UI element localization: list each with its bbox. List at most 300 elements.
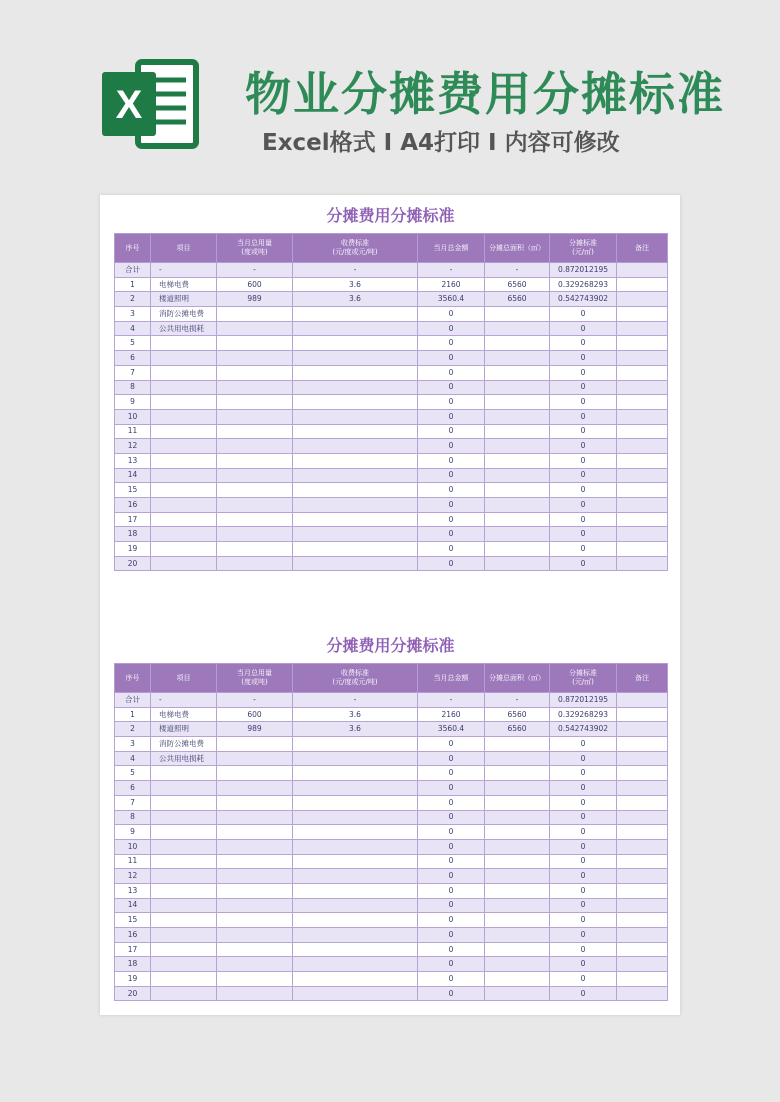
table-cell[interactable]: 17 xyxy=(115,942,151,957)
table-cell[interactable] xyxy=(217,928,293,943)
table-cell[interactable]: 6560 xyxy=(485,722,550,737)
table-cell[interactable]: 0 xyxy=(550,942,617,957)
table-cell[interactable]: 14 xyxy=(115,898,151,913)
table-cell[interactable]: 6560 xyxy=(485,277,550,292)
table-cell[interactable] xyxy=(617,928,668,943)
table-cell[interactable] xyxy=(485,498,550,513)
table-cell[interactable] xyxy=(617,795,668,810)
table-cell[interactable] xyxy=(151,986,217,1001)
table-cell[interactable]: 18 xyxy=(115,957,151,972)
table-cell[interactable] xyxy=(485,365,550,380)
table-cell[interactable] xyxy=(485,453,550,468)
table-cell[interactable]: 0 xyxy=(418,395,485,410)
table-cell[interactable] xyxy=(485,825,550,840)
table-cell[interactable] xyxy=(151,928,217,943)
table-cell[interactable]: 0 xyxy=(418,439,485,454)
table-cell[interactable]: 11 xyxy=(115,424,151,439)
table-cell[interactable] xyxy=(617,351,668,366)
table-cell[interactable]: 0 xyxy=(418,957,485,972)
table-cell[interactable] xyxy=(151,839,217,854)
table-cell[interactable] xyxy=(293,928,418,943)
table-cell[interactable]: 3 xyxy=(115,737,151,752)
table-cell[interactable]: 0 xyxy=(550,854,617,869)
table-cell[interactable]: 0 xyxy=(550,409,617,424)
table-cell[interactable]: 公共用电损耗 xyxy=(151,321,217,336)
table-cell[interactable]: 0 xyxy=(418,483,485,498)
table-cell[interactable]: 0 xyxy=(550,483,617,498)
table-cell[interactable]: 0 xyxy=(418,336,485,351)
table-cell[interactable]: - xyxy=(485,693,550,708)
table-cell[interactable] xyxy=(217,321,293,336)
table-cell[interactable]: 3.6 xyxy=(293,722,418,737)
table-cell[interactable] xyxy=(151,556,217,571)
table-cell[interactable]: 0 xyxy=(418,942,485,957)
table-cell[interactable] xyxy=(617,556,668,571)
table-cell[interactable] xyxy=(217,409,293,424)
table-cell[interactable]: 0 xyxy=(550,321,617,336)
table-cell[interactable] xyxy=(217,351,293,366)
table-cell[interactable] xyxy=(293,556,418,571)
table-cell[interactable] xyxy=(217,942,293,957)
table-cell[interactable] xyxy=(617,292,668,307)
table-cell[interactable] xyxy=(293,307,418,322)
table-cell[interactable] xyxy=(293,898,418,913)
table-cell[interactable]: 0 xyxy=(550,468,617,483)
table-cell[interactable] xyxy=(617,722,668,737)
table-cell[interactable]: - xyxy=(418,263,485,278)
table-cell[interactable]: 16 xyxy=(115,498,151,513)
table-cell[interactable] xyxy=(293,483,418,498)
table-cell[interactable] xyxy=(293,751,418,766)
table-cell[interactable] xyxy=(293,365,418,380)
table-cell[interactable] xyxy=(293,351,418,366)
table-cell[interactable] xyxy=(217,307,293,322)
table-cell[interactable] xyxy=(485,336,550,351)
table-cell[interactable]: 1 xyxy=(115,277,151,292)
table-cell[interactable] xyxy=(485,986,550,1001)
table-cell[interactable] xyxy=(293,439,418,454)
table-cell[interactable] xyxy=(617,483,668,498)
table-cell[interactable] xyxy=(293,380,418,395)
table-cell[interactable]: 0 xyxy=(550,527,617,542)
table-cell[interactable]: 0.329268293 xyxy=(550,277,617,292)
table-cell[interactable] xyxy=(485,795,550,810)
table-cell[interactable]: 6560 xyxy=(485,707,550,722)
table-cell[interactable]: 3.6 xyxy=(293,707,418,722)
table-cell[interactable]: 0 xyxy=(418,468,485,483)
table-cell[interactable] xyxy=(485,483,550,498)
table-cell[interactable]: 0 xyxy=(418,883,485,898)
table-cell[interactable] xyxy=(217,453,293,468)
table-cell[interactable] xyxy=(293,512,418,527)
table-cell[interactable]: 0.872012195 xyxy=(550,263,617,278)
table-cell[interactable]: 10 xyxy=(115,839,151,854)
table-cell[interactable] xyxy=(217,527,293,542)
table-cell[interactable] xyxy=(485,395,550,410)
table-cell[interactable]: 0 xyxy=(418,498,485,513)
table-cell[interactable] xyxy=(293,795,418,810)
table-cell[interactable] xyxy=(293,913,418,928)
table-cell[interactable]: 0 xyxy=(418,766,485,781)
table-cell[interactable]: 4 xyxy=(115,751,151,766)
table-cell[interactable] xyxy=(485,883,550,898)
table-cell[interactable]: 2160 xyxy=(418,707,485,722)
table-cell[interactable]: 0 xyxy=(550,351,617,366)
table-cell[interactable]: 19 xyxy=(115,542,151,557)
table-cell[interactable]: 0.872012195 xyxy=(550,693,617,708)
table-cell[interactable]: 600 xyxy=(217,277,293,292)
table-cell[interactable] xyxy=(217,913,293,928)
table-cell[interactable] xyxy=(485,898,550,913)
table-cell[interactable] xyxy=(617,307,668,322)
table-cell[interactable] xyxy=(485,409,550,424)
table-cell[interactable] xyxy=(293,737,418,752)
table-cell[interactable] xyxy=(485,913,550,928)
table-cell[interactable] xyxy=(485,751,550,766)
table-cell[interactable]: 0 xyxy=(550,751,617,766)
table-cell[interactable] xyxy=(151,972,217,987)
table-cell[interactable]: 9 xyxy=(115,395,151,410)
table-cell[interactable]: 0 xyxy=(418,795,485,810)
table-cell[interactable] xyxy=(617,693,668,708)
table-cell[interactable] xyxy=(217,512,293,527)
table-cell[interactable] xyxy=(293,883,418,898)
table-cell[interactable] xyxy=(617,854,668,869)
table-cell[interactable] xyxy=(485,439,550,454)
table-cell[interactable] xyxy=(293,766,418,781)
table-cell[interactable]: 电梯电费 xyxy=(151,277,217,292)
table-cell[interactable] xyxy=(617,825,668,840)
table-cell[interactable] xyxy=(151,498,217,513)
table-cell[interactable] xyxy=(151,810,217,825)
table-cell[interactable] xyxy=(293,542,418,557)
table-cell[interactable] xyxy=(151,439,217,454)
table-cell[interactable] xyxy=(617,468,668,483)
table-cell[interactable] xyxy=(217,810,293,825)
table-cell[interactable] xyxy=(151,869,217,884)
table-cell[interactable]: 5 xyxy=(115,766,151,781)
table-cell[interactable] xyxy=(293,409,418,424)
table-cell[interactable]: 0 xyxy=(550,957,617,972)
table-cell[interactable] xyxy=(217,483,293,498)
table-cell[interactable]: 0 xyxy=(550,439,617,454)
table-cell[interactable] xyxy=(485,542,550,557)
table-cell[interactable]: 0 xyxy=(550,453,617,468)
table-cell[interactable]: 0 xyxy=(550,839,617,854)
table-cell[interactable] xyxy=(485,351,550,366)
table-cell[interactable] xyxy=(151,336,217,351)
table-cell[interactable] xyxy=(485,972,550,987)
table-cell[interactable] xyxy=(293,869,418,884)
table-cell[interactable]: 0 xyxy=(418,321,485,336)
table-cell[interactable] xyxy=(293,453,418,468)
table-cell[interactable]: - xyxy=(151,263,217,278)
table-cell[interactable]: 0 xyxy=(418,825,485,840)
table-cell[interactable]: 3560.4 xyxy=(418,292,485,307)
table-cell[interactable]: 0 xyxy=(550,336,617,351)
table-cell[interactable] xyxy=(485,512,550,527)
table-cell[interactable] xyxy=(217,898,293,913)
table-cell[interactable] xyxy=(151,395,217,410)
table-cell[interactable]: 0 xyxy=(418,365,485,380)
table-cell[interactable]: 0 xyxy=(550,825,617,840)
table-cell[interactable] xyxy=(293,336,418,351)
table-cell[interactable]: 0 xyxy=(418,928,485,943)
table-cell[interactable]: 0 xyxy=(550,307,617,322)
table-cell[interactable] xyxy=(485,957,550,972)
table-cell[interactable]: 9 xyxy=(115,825,151,840)
table-cell[interactable] xyxy=(617,781,668,796)
table-cell[interactable] xyxy=(217,439,293,454)
table-cell[interactable] xyxy=(293,942,418,957)
table-cell[interactable] xyxy=(617,869,668,884)
table-cell[interactable]: 17 xyxy=(115,512,151,527)
table-cell[interactable] xyxy=(151,766,217,781)
table-cell[interactable] xyxy=(151,424,217,439)
table-cell[interactable] xyxy=(485,810,550,825)
table-cell[interactable]: 11 xyxy=(115,854,151,869)
table-cell[interactable] xyxy=(151,957,217,972)
table-cell[interactable]: 0 xyxy=(550,498,617,513)
table-cell[interactable]: 0 xyxy=(418,409,485,424)
table-cell[interactable] xyxy=(217,986,293,1001)
table-cell[interactable]: 电梯电费 xyxy=(151,707,217,722)
table-cell[interactable] xyxy=(293,825,418,840)
table-cell[interactable] xyxy=(151,781,217,796)
table-cell[interactable] xyxy=(617,810,668,825)
table-cell[interactable]: 0.542743902 xyxy=(550,292,617,307)
table-cell[interactable]: - xyxy=(485,263,550,278)
table-cell[interactable] xyxy=(217,957,293,972)
table-cell[interactable]: 0 xyxy=(550,556,617,571)
table-cell[interactable] xyxy=(293,395,418,410)
table-cell[interactable] xyxy=(217,424,293,439)
table-cell[interactable] xyxy=(485,854,550,869)
table-cell[interactable] xyxy=(293,986,418,1001)
table-cell[interactable] xyxy=(617,527,668,542)
table-cell[interactable] xyxy=(617,839,668,854)
table-cell[interactable]: 8 xyxy=(115,380,151,395)
table-cell[interactable] xyxy=(293,957,418,972)
table-cell[interactable]: 3.6 xyxy=(293,277,418,292)
table-cell[interactable] xyxy=(485,942,550,957)
table-cell[interactable]: 0 xyxy=(418,751,485,766)
table-cell[interactable]: 2160 xyxy=(418,277,485,292)
table-cell[interactable]: 0 xyxy=(418,986,485,1001)
table-cell[interactable] xyxy=(617,972,668,987)
table-cell[interactable]: - xyxy=(217,693,293,708)
table-cell[interactable]: 2 xyxy=(115,722,151,737)
table-cell[interactable] xyxy=(217,869,293,884)
table-cell[interactable] xyxy=(485,766,550,781)
table-cell[interactable] xyxy=(293,854,418,869)
table-cell[interactable] xyxy=(617,766,668,781)
table-cell[interactable] xyxy=(485,468,550,483)
table-cell[interactable]: 0 xyxy=(550,898,617,913)
table-cell[interactable]: 15 xyxy=(115,913,151,928)
table-cell[interactable] xyxy=(617,321,668,336)
table-cell[interactable] xyxy=(293,424,418,439)
table-cell[interactable] xyxy=(617,883,668,898)
table-cell[interactable]: 0 xyxy=(418,839,485,854)
table-cell[interactable] xyxy=(217,365,293,380)
table-cell[interactable] xyxy=(485,869,550,884)
table-cell[interactable] xyxy=(617,986,668,1001)
table-cell[interactable] xyxy=(617,542,668,557)
table-cell[interactable] xyxy=(617,737,668,752)
table-cell[interactable] xyxy=(217,825,293,840)
table-cell[interactable] xyxy=(617,942,668,957)
table-cell[interactable] xyxy=(485,527,550,542)
table-cell[interactable]: 4 xyxy=(115,321,151,336)
table-cell[interactable] xyxy=(217,380,293,395)
table-cell[interactable] xyxy=(151,913,217,928)
table-cell[interactable] xyxy=(485,556,550,571)
table-cell[interactable]: 12 xyxy=(115,439,151,454)
table-cell[interactable]: 3 xyxy=(115,307,151,322)
table-cell[interactable] xyxy=(617,439,668,454)
table-cell[interactable] xyxy=(617,707,668,722)
table-cell[interactable] xyxy=(217,883,293,898)
table-cell[interactable]: 合计 xyxy=(115,263,151,278)
table-cell[interactable] xyxy=(617,751,668,766)
table-cell[interactable]: 0 xyxy=(550,380,617,395)
table-cell[interactable]: 0 xyxy=(550,737,617,752)
table-cell[interactable] xyxy=(293,498,418,513)
table-cell[interactable] xyxy=(217,781,293,796)
table-cell[interactable]: 0 xyxy=(418,527,485,542)
table-cell[interactable]: 13 xyxy=(115,453,151,468)
table-cell[interactable] xyxy=(617,336,668,351)
table-cell[interactable] xyxy=(485,424,550,439)
table-cell[interactable] xyxy=(217,972,293,987)
table-cell[interactable] xyxy=(485,307,550,322)
table-cell[interactable] xyxy=(293,810,418,825)
table-cell[interactable] xyxy=(217,336,293,351)
table-cell[interactable]: 0 xyxy=(418,307,485,322)
table-cell[interactable]: 13 xyxy=(115,883,151,898)
table-cell[interactable]: - xyxy=(293,263,418,278)
table-cell[interactable]: 12 xyxy=(115,869,151,884)
table-cell[interactable] xyxy=(293,468,418,483)
table-cell[interactable]: 0 xyxy=(418,869,485,884)
table-cell[interactable] xyxy=(151,409,217,424)
table-cell[interactable] xyxy=(485,380,550,395)
table-cell[interactable]: 0 xyxy=(550,883,617,898)
table-cell[interactable] xyxy=(217,556,293,571)
table-cell[interactable]: 0 xyxy=(418,898,485,913)
table-cell[interactable] xyxy=(217,468,293,483)
table-cell[interactable] xyxy=(617,957,668,972)
table-cell[interactable] xyxy=(617,913,668,928)
table-cell[interactable]: 0 xyxy=(550,512,617,527)
table-cell[interactable]: 消防公摊电费 xyxy=(151,737,217,752)
table-cell[interactable]: 0 xyxy=(418,913,485,928)
table-cell[interactable]: - xyxy=(293,693,418,708)
table-cell[interactable]: 0 xyxy=(418,453,485,468)
table-cell[interactable] xyxy=(617,409,668,424)
table-cell[interactable]: 0 xyxy=(550,424,617,439)
table-cell[interactable] xyxy=(151,825,217,840)
table-cell[interactable] xyxy=(151,380,217,395)
table-cell[interactable]: 0 xyxy=(418,380,485,395)
table-cell[interactable]: 7 xyxy=(115,795,151,810)
table-cell[interactable]: 18 xyxy=(115,527,151,542)
table-cell[interactable]: 6 xyxy=(115,351,151,366)
table-cell[interactable] xyxy=(217,542,293,557)
table-cell[interactable]: 0 xyxy=(418,737,485,752)
table-cell[interactable] xyxy=(217,737,293,752)
table-cell[interactable] xyxy=(485,928,550,943)
table-cell[interactable]: 6560 xyxy=(485,292,550,307)
table-cell[interactable] xyxy=(151,468,217,483)
table-cell[interactable]: 1 xyxy=(115,707,151,722)
table-cell[interactable]: - xyxy=(418,693,485,708)
table-cell[interactable]: 989 xyxy=(217,292,293,307)
table-cell[interactable] xyxy=(617,277,668,292)
table-cell[interactable]: 合计 xyxy=(115,693,151,708)
table-cell[interactable] xyxy=(151,453,217,468)
table-cell[interactable] xyxy=(293,321,418,336)
table-cell[interactable]: 20 xyxy=(115,556,151,571)
table-cell[interactable] xyxy=(151,854,217,869)
table-cell[interactable]: - xyxy=(217,263,293,278)
table-cell[interactable]: 10 xyxy=(115,409,151,424)
table-cell[interactable]: 3560.4 xyxy=(418,722,485,737)
table-cell[interactable] xyxy=(293,781,418,796)
table-cell[interactable]: 0 xyxy=(418,854,485,869)
table-cell[interactable] xyxy=(617,395,668,410)
table-cell[interactable] xyxy=(485,781,550,796)
table-cell[interactable]: 0 xyxy=(550,986,617,1001)
table-cell[interactable]: 20 xyxy=(115,986,151,1001)
table-cell[interactable] xyxy=(217,751,293,766)
table-cell[interactable]: 0 xyxy=(550,795,617,810)
table-cell[interactable]: 14 xyxy=(115,468,151,483)
table-cell[interactable]: 0 xyxy=(418,424,485,439)
table-cell[interactable]: 0 xyxy=(418,810,485,825)
table-cell[interactable]: 0 xyxy=(418,556,485,571)
table-cell[interactable] xyxy=(217,839,293,854)
table-cell[interactable]: 0 xyxy=(550,781,617,796)
table-cell[interactable] xyxy=(617,453,668,468)
table-cell[interactable]: 0 xyxy=(550,365,617,380)
table-cell[interactable] xyxy=(617,424,668,439)
table-cell[interactable] xyxy=(151,898,217,913)
table-cell[interactable] xyxy=(293,839,418,854)
table-cell[interactable] xyxy=(151,365,217,380)
table-cell[interactable]: 15 xyxy=(115,483,151,498)
table-cell[interactable]: 3.6 xyxy=(293,292,418,307)
table-cell[interactable] xyxy=(617,898,668,913)
table-cell[interactable]: 公共用电损耗 xyxy=(151,751,217,766)
table-cell[interactable]: 0 xyxy=(418,972,485,987)
table-cell[interactable]: 0 xyxy=(418,781,485,796)
table-cell[interactable]: 0 xyxy=(418,512,485,527)
table-cell[interactable]: 5 xyxy=(115,336,151,351)
table-cell[interactable]: 989 xyxy=(217,722,293,737)
table-cell[interactable]: 消防公摊电费 xyxy=(151,307,217,322)
table-cell[interactable] xyxy=(617,498,668,513)
table-cell[interactable]: 0 xyxy=(550,913,617,928)
table-cell[interactable] xyxy=(617,512,668,527)
table-cell[interactable] xyxy=(217,498,293,513)
table-cell[interactable]: 楼道照明 xyxy=(151,722,217,737)
table-cell[interactable]: 16 xyxy=(115,928,151,943)
table-cell[interactable]: - xyxy=(151,693,217,708)
table-cell[interactable] xyxy=(151,542,217,557)
table-cell[interactable] xyxy=(151,527,217,542)
